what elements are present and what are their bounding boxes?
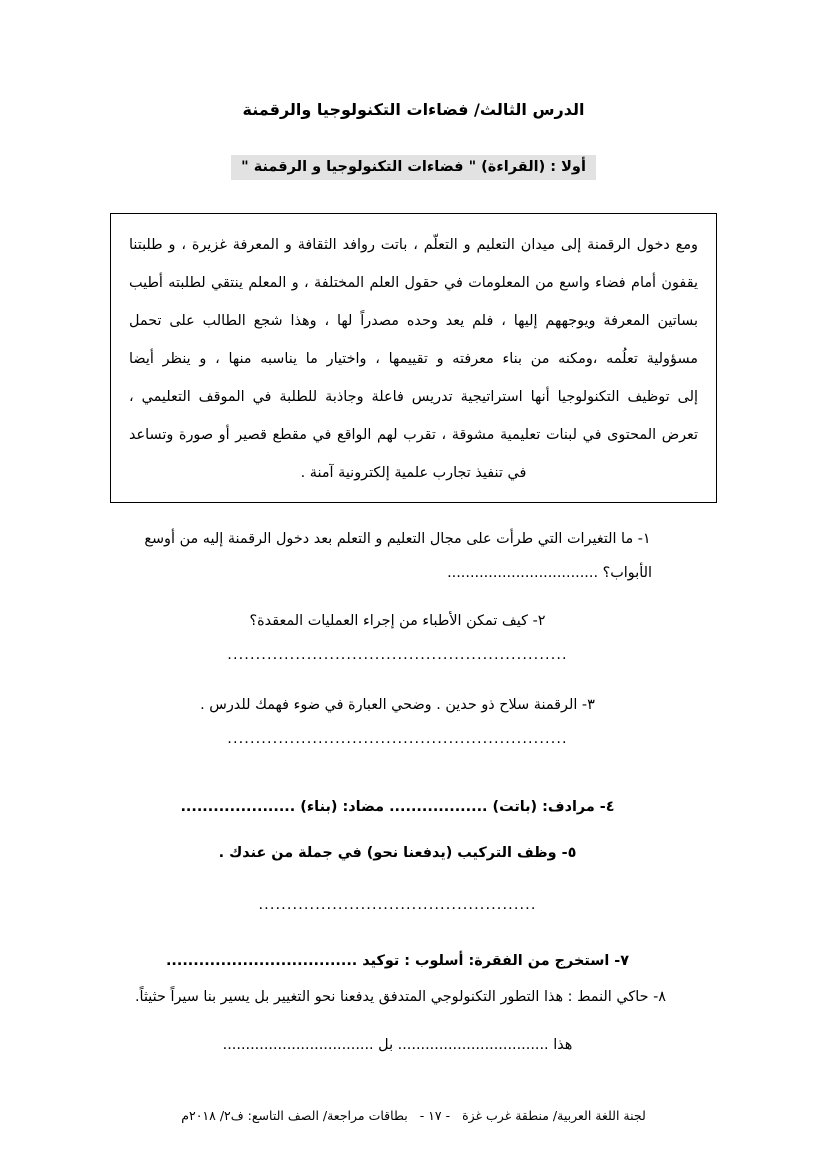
question-1-answer-line[interactable]: الأبواب؟ .................................: [447, 565, 652, 581]
question-8-text: ٨- حاكي النمط : هذا التطور التكنولوجي المتدفق يدفعنا نحو التغيير بل يسير بنا سيراً حثيثاً.: [134, 989, 667, 1005]
passage-line: بساتين المعرفة ويوجههم إليها ، فلم يعد وحده مصدراً لها ، وهذا شجع الطالب على تحمل: [129, 313, 698, 329]
passage-line: تعرض المحتوى في لبنات تعليمية مشوقة ، تقرب لهم الواقع في مقطع قصير أو صورة وتساعد: [129, 427, 698, 443]
question-1: [108, 522, 687, 590]
reading-passage-box: [110, 213, 717, 503]
footer-page-number: - ١٧ -: [419, 1108, 451, 1123]
question-2-answer-line[interactable]: ............................................................: [227, 647, 568, 663]
passage-line: إلى توظيف التكنولوجيا أنها استراتيجية تدريس فاعلة وجاذبة للطلبة في الموقف التعليمي ،: [129, 389, 698, 405]
passage-line: يقفون أمام فضاء واسع من المعلومات في حقول العلم المختلفة ، و المعلم ينتقي لطلبته أطيب: [129, 275, 698, 291]
footer-right-text: لجنة اللغة العربية/ منطقة غرب غزة: [462, 1108, 646, 1123]
question-4: [108, 790, 687, 824]
section-heading-reading: أولا : (القراءة) " فضاءات التكنولوجيا و الرقمنة ": [231, 155, 596, 180]
question-3-text: ٣- الرقمنة سلاح ذو حدين . وضحي العبارة في ضوء فهمك للدرس .: [200, 697, 595, 713]
question-3: [108, 688, 687, 756]
question-7-text[interactable]: ٧- استخرج من الفقرة: أسلوب : توكيد ...................................: [165, 953, 630, 969]
question-5: [108, 836, 687, 870]
footer-left-text: بطاقات مراجعة/ الصف التاسع: ف٢/ ٢٠١٨م: [181, 1108, 408, 1123]
question-7: [108, 944, 687, 978]
question-8: [104, 980, 697, 1014]
page-footer: [110, 1108, 717, 1123]
question-3-answer-line[interactable]: ............................................................: [227, 731, 568, 747]
passage-line: ومع دخول الرقمنة إلى ميدان التعليم و التعلّم ، باتت روافد الثقافة و المعرفة غزيرة ، و طلبتنا: [129, 237, 698, 253]
subtitle-row: [110, 155, 717, 180]
question-5-text: ٥- وظف التركيب (يدفعنا نحو) في جملة من عندك .: [218, 845, 577, 861]
passage-line: في تنفيذ تجارب علمية إلكترونية آمنة .: [300, 465, 527, 481]
question-2: [108, 604, 687, 672]
passage-line: مسؤولية تعلُمه ،ومكنه من بناء معرفته و تقييمها ، واختيار ما يناسبه منها ، و ينظر أيضا: [129, 351, 698, 367]
question-1-text: ١- ما التغيرات التي طرأت على مجال التعليم و التعلم بعد دخول الرقمنة إليه من أوسع: [144, 531, 651, 547]
question-5-answer-line[interactable]: .................................................: [258, 897, 537, 913]
question-4-text[interactable]: ٤- مرادف: (باتت) .................. مضاد: (بناء) .....................: [180, 799, 615, 815]
page-title: الدرس الثالث/ فضاءات التكنولوجيا والرقمنة: [242, 100, 585, 119]
question-2-text: ٢- كيف تمكن الأطباء من إجراء العمليات المعقدة؟: [249, 613, 546, 629]
question-8-answer-line[interactable]: هذا ................................. بل .................................: [222, 1037, 573, 1053]
